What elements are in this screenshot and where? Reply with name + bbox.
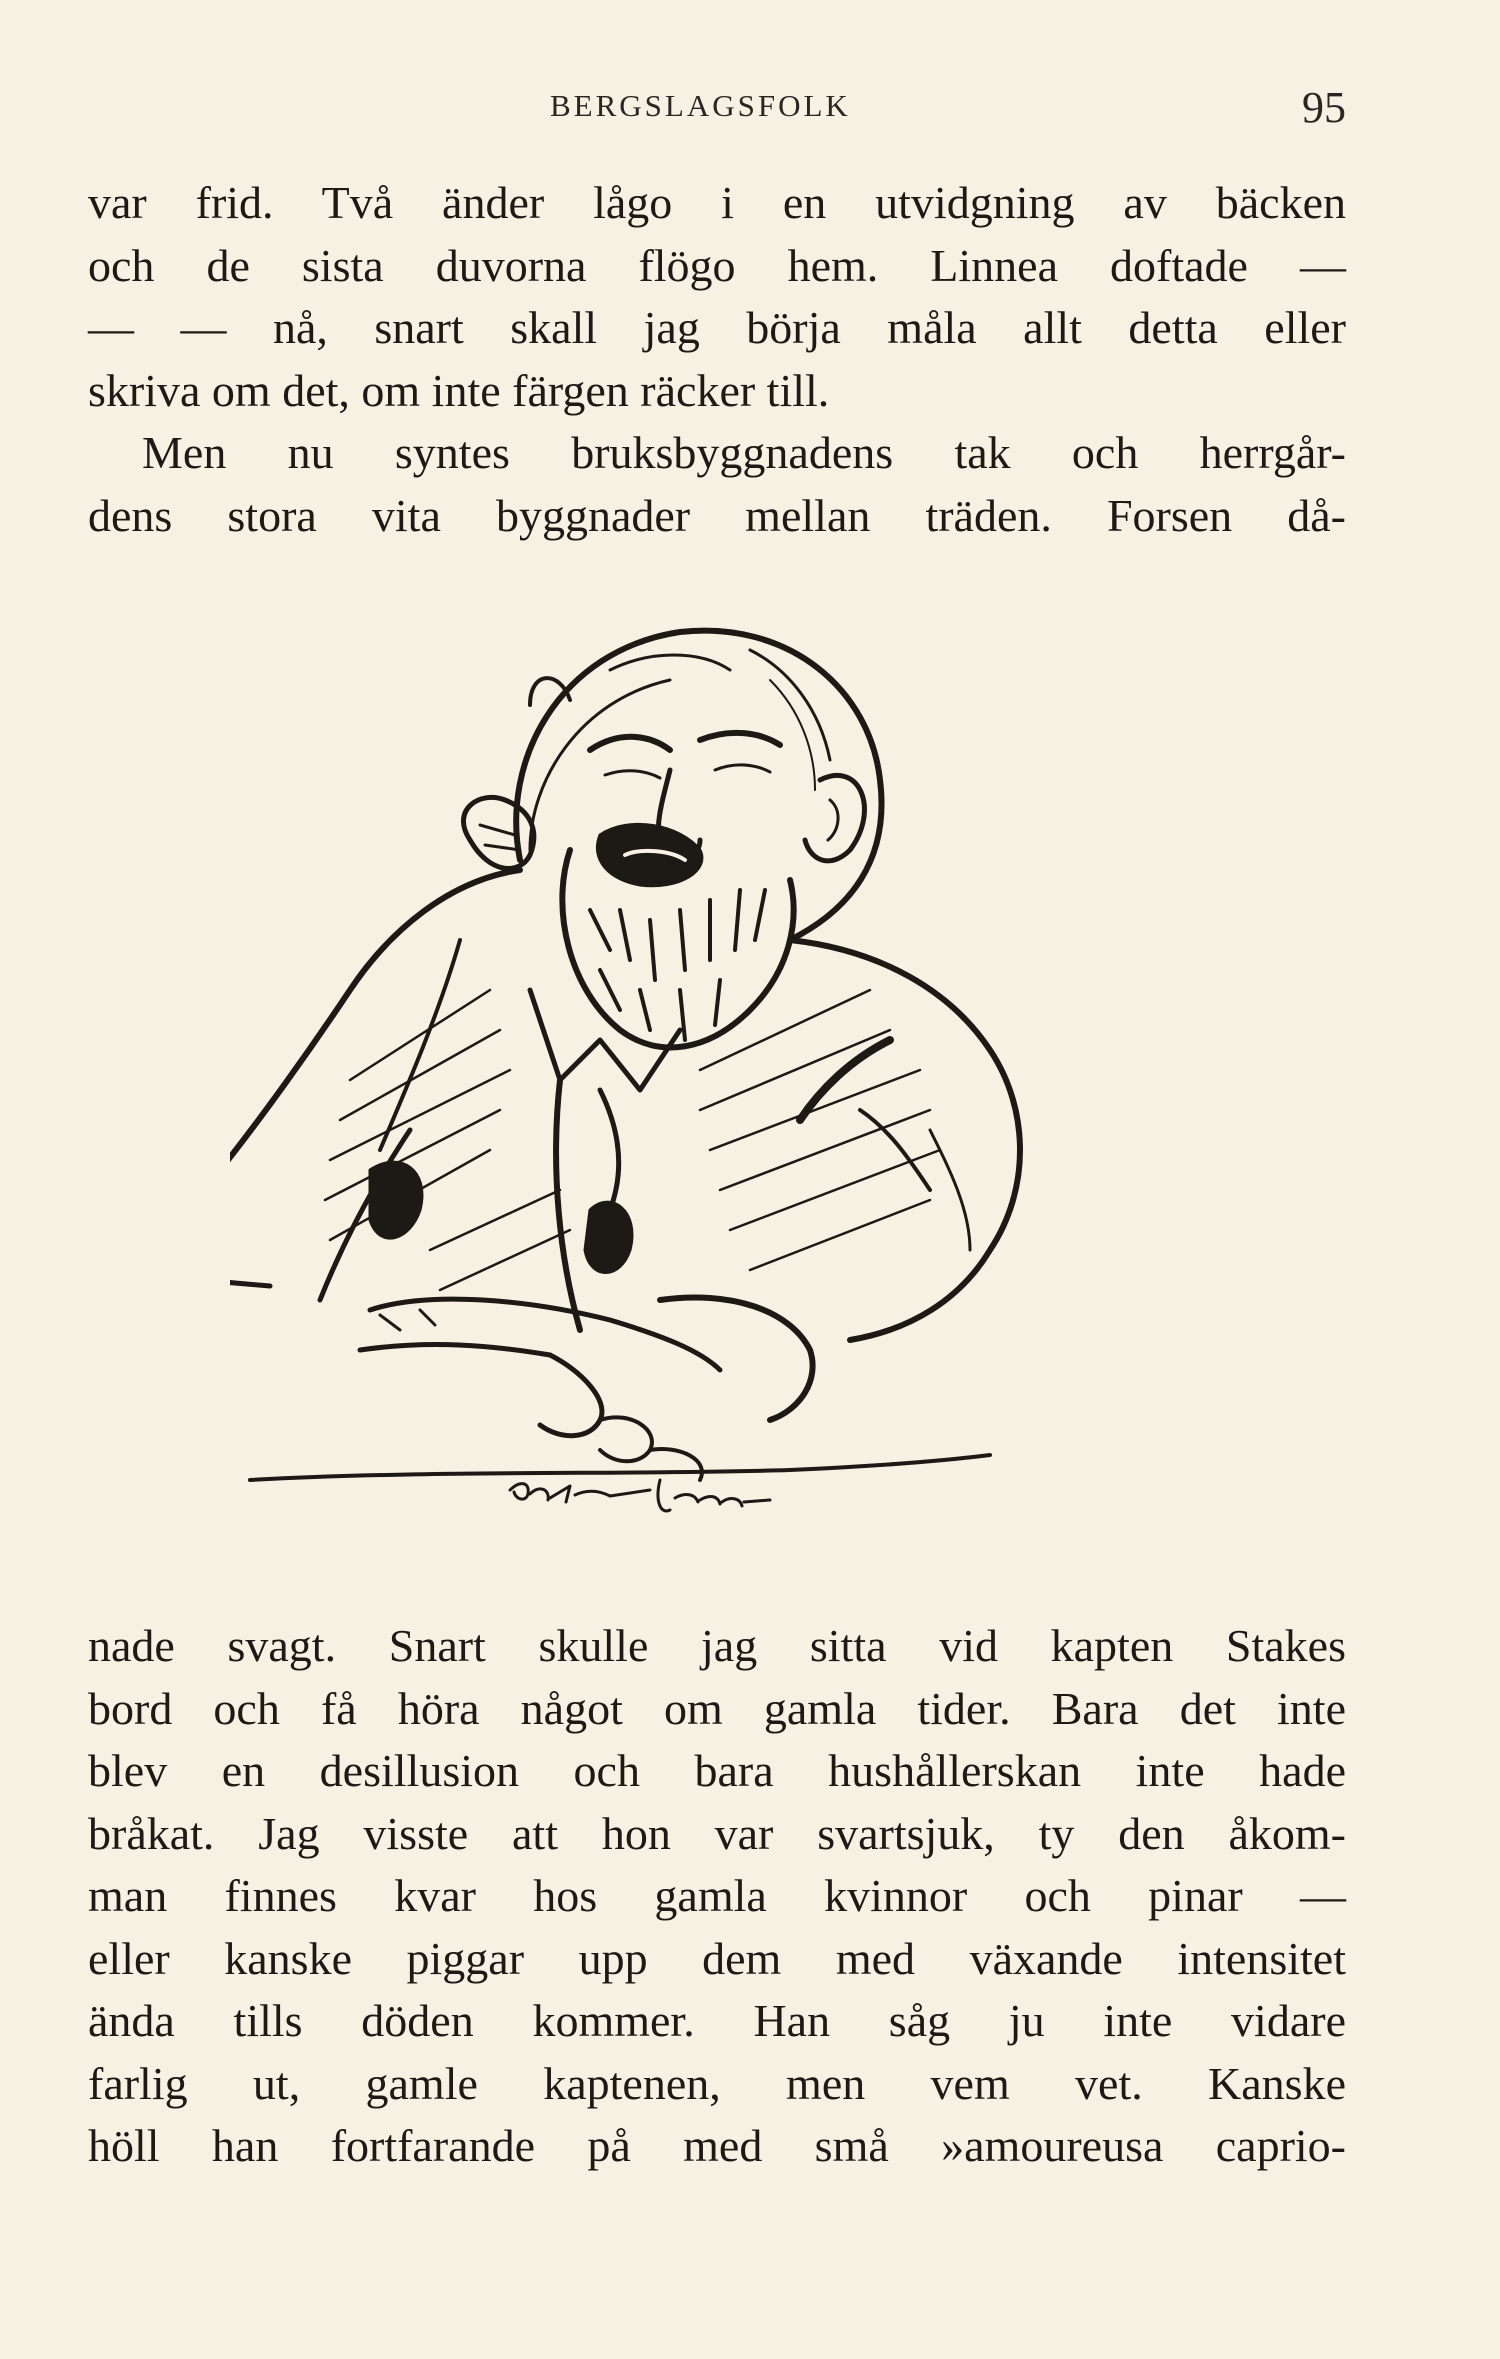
text-line: eller kanske piggar upp dem med växande intensitet [88, 1932, 1346, 1984]
running-title: BERGSLAGSFOLK [550, 88, 851, 123]
text-line: Men nu syntes bruksbyggnadens tak och herrgår- [142, 427, 1346, 478]
text-line: nade svagt. Snart skulle jag sitta vid kapten Stakes [88, 1620, 1346, 1671]
text-line: bord och få höra något om gamla tider. Bara det inte [88, 1682, 1346, 1734]
bottom-paragraphs [88, 1615, 1346, 2178]
ink-illustration [230, 610, 1190, 1540]
text-line: — — nå, snart skall jag börja måla allt detta eller [88, 302, 1346, 353]
text-line: och de sista duvorna flögo hem. Linnea doftade — [88, 239, 1346, 291]
top-paragraphs [88, 172, 1346, 547]
page-number: 95 [1302, 83, 1346, 132]
text-line: farlig ut, gamle kaptenen, men vem vet. Kanske [88, 2057, 1346, 2109]
text-line: dens stora vita byggnader mellan träden. Forsen då- [88, 489, 1346, 541]
text-line: skriva om det, om inte färgen räcker till. [88, 364, 830, 416]
text-line: bråkat. Jag visste att hon var svartsjuk, ty den åkom- [88, 1807, 1346, 1859]
text-line: ända tills döden kommer. Han såg ju inte vidare [88, 1995, 1346, 2046]
text-line: blev en desillusion och bara hushållerskan inte hade [88, 1745, 1346, 1796]
text-line: var frid. Två änder lågo i en utvidgning av bäcken [88, 177, 1346, 228]
text-line: man finnes kvar hos gamla kvinnor och pinar — [88, 1870, 1346, 1921]
seated-man-sketch [230, 610, 1190, 1540]
running-head [0, 82, 1500, 132]
text-line: höll han fortfarande på med små »amoureusa caprio- [88, 2120, 1346, 2171]
